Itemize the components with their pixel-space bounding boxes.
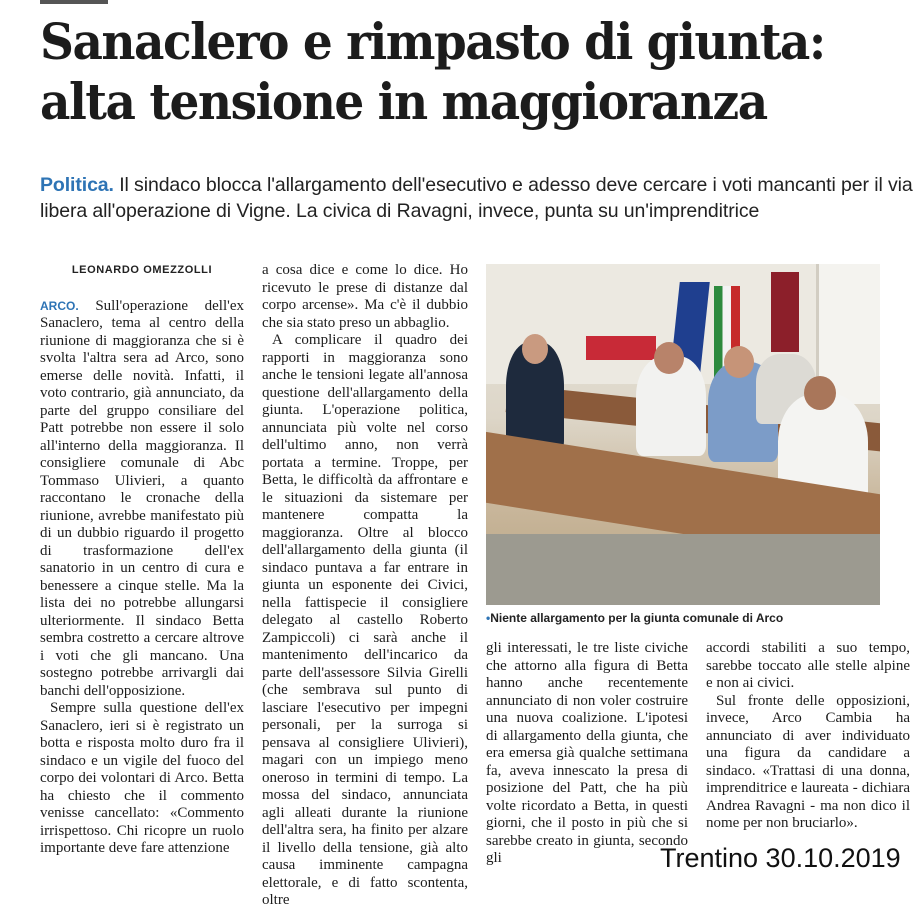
subhead-text: Il sindaco blocca l'allargamento dell'esecutivo e adesso deve cercare i voti mancanti per il via libera all'operazione di Vigne. La civica di Ravagni, invece, punta su un'imprenditrice — [40, 174, 913, 222]
caption-bullet: • — [486, 611, 491, 625]
article-column-4 — [706, 640, 910, 833]
article-photo — [486, 264, 880, 605]
municipal-flag — [771, 272, 799, 352]
source-watermark: Trentino 30.10.2019 — [660, 843, 901, 873]
paragraph: a cosa dice e come lo dice. Ho ricevuto le prese di distanze dal corpo arcense». Ma c'è il dubbio che sia stato preso un abbaglio. — [262, 262, 468, 331]
paragraph: Sul fronte delle opposizioni, invece, Arco Cambia ha annunciato di aver individuato una figura da candidare a sindaco. «Trattasi di una donna, imprenditrice e laureata - dichiara Andrea Ravagni - ma non dico il nome per non bruciarlo». — [706, 692, 910, 831]
subhead-kicker: Politica. — [40, 174, 114, 196]
paragraph: accordi stabiliti a suo tempo, sarebbe toccato alle stelle alpine e non ai civici. — [706, 640, 910, 691]
byline: LEONARDO OMEZZOLLI — [71, 264, 213, 276]
paragraph: A complicare il quadro dei rapporti in maggioranza sono anche le tensioni legate all'annosa questione dell'allargamento della giunta. L'operazione politica, annunciata più volte nel corso dell'ultimo anno, non verrà portata a termine. Troppe, per Betta, le difficoltà da affrontare e le situazioni da sistemare per mantenere compatta la maggioranza. Oltre al blocco dell'allargamento della giunta (il sindaco puntava a far entrare in giunta un esponente dei Civici, nella fattispecie il consigliere delegato al castello Roberto Zampiccoli) ci sarà anche il mantenimento dell'incarico da parte dell'assessore Silvia Girelli (che sembrava sul punto di lasciare l'esecutivo per impegni personali, per la surroga si pensava al consigliere Ulivieri), magari con un impiego meno oneroso in termini di tempo. La mossa del sindaco, annunciata agli alleati durante la riunione dell'altra sera, ha finito per alzare il livello della tensione, già alto causa imminente campagna elettorale, e di fatto scontenta, oltre — [262, 332, 468, 908]
subheadline — [40, 172, 915, 224]
paragraph: gli interessati, le tre liste civiche che attorno alla figura di Betta hanno anche recentemente annunciato di non voler costruire una nuova coalizione. L'ipotesi di allargamento della giunta, che era emersa già qualche settimana fa, aveva innescato la presa di posizione del Patt, che ha più volte ricordato a Betta, in questi giorni, che il posto in più che si sarebbe creato in giunta, secondo gli — [486, 640, 688, 866]
headline: Sanaclero e rimpasto di giunta: alta tensione in maggioranza — [40, 12, 825, 131]
caption-text: Niente allargamento per la giunta comunale di Arco — [490, 611, 784, 625]
article-column-2 — [262, 262, 468, 910]
dateline: ARCO. — [40, 298, 79, 313]
top-rule — [40, 0, 108, 4]
article-column-1 — [40, 262, 244, 858]
paragraph — [40, 298, 244, 701]
paragraph-text: Sull'operazione dell'ex Sanaclero, tema al centro della riunione di maggioranza che si è svolta l'altra sera ad Arco, sono emerse delle novità. Infatti, il voto contrario, già annunciato, da parte del gruppo consiliare del Patt potrebbe non essere il solo all'interno della maggioranza. Il consigliere comunale di Abc Tommaso Ulivieri, a quanto raccontano le cronache della riunione, avrebbe manifestato più di un dubbio riguardo il progetto di trasformazione dell'ex sanatorio in un centro di cura e benessere a cinque stelle. Ma la lista dei no potrebbe allungarsi ulteriormente. Il sindaco Betta sembra costretto a cercare altrove i voti che gli mancano. Una sostegno potrebbe arrivargli dai banchi dell'opposizione. — [40, 297, 244, 699]
paragraph: Sempre sulla questione dell'ex Sanaclero, ieri si è registrato un botta e risposta molto duro fra il sindaco e un vigile del fuoco del corpo dei volontari di Arco. Betta ha chiesto che il commento venisse cancellato: «Commento irrispettoso. Chi ricopre un ruolo importante deve fare attenzione — [40, 700, 244, 856]
photo-caption — [486, 611, 783, 625]
article-column-3 — [486, 640, 688, 868]
